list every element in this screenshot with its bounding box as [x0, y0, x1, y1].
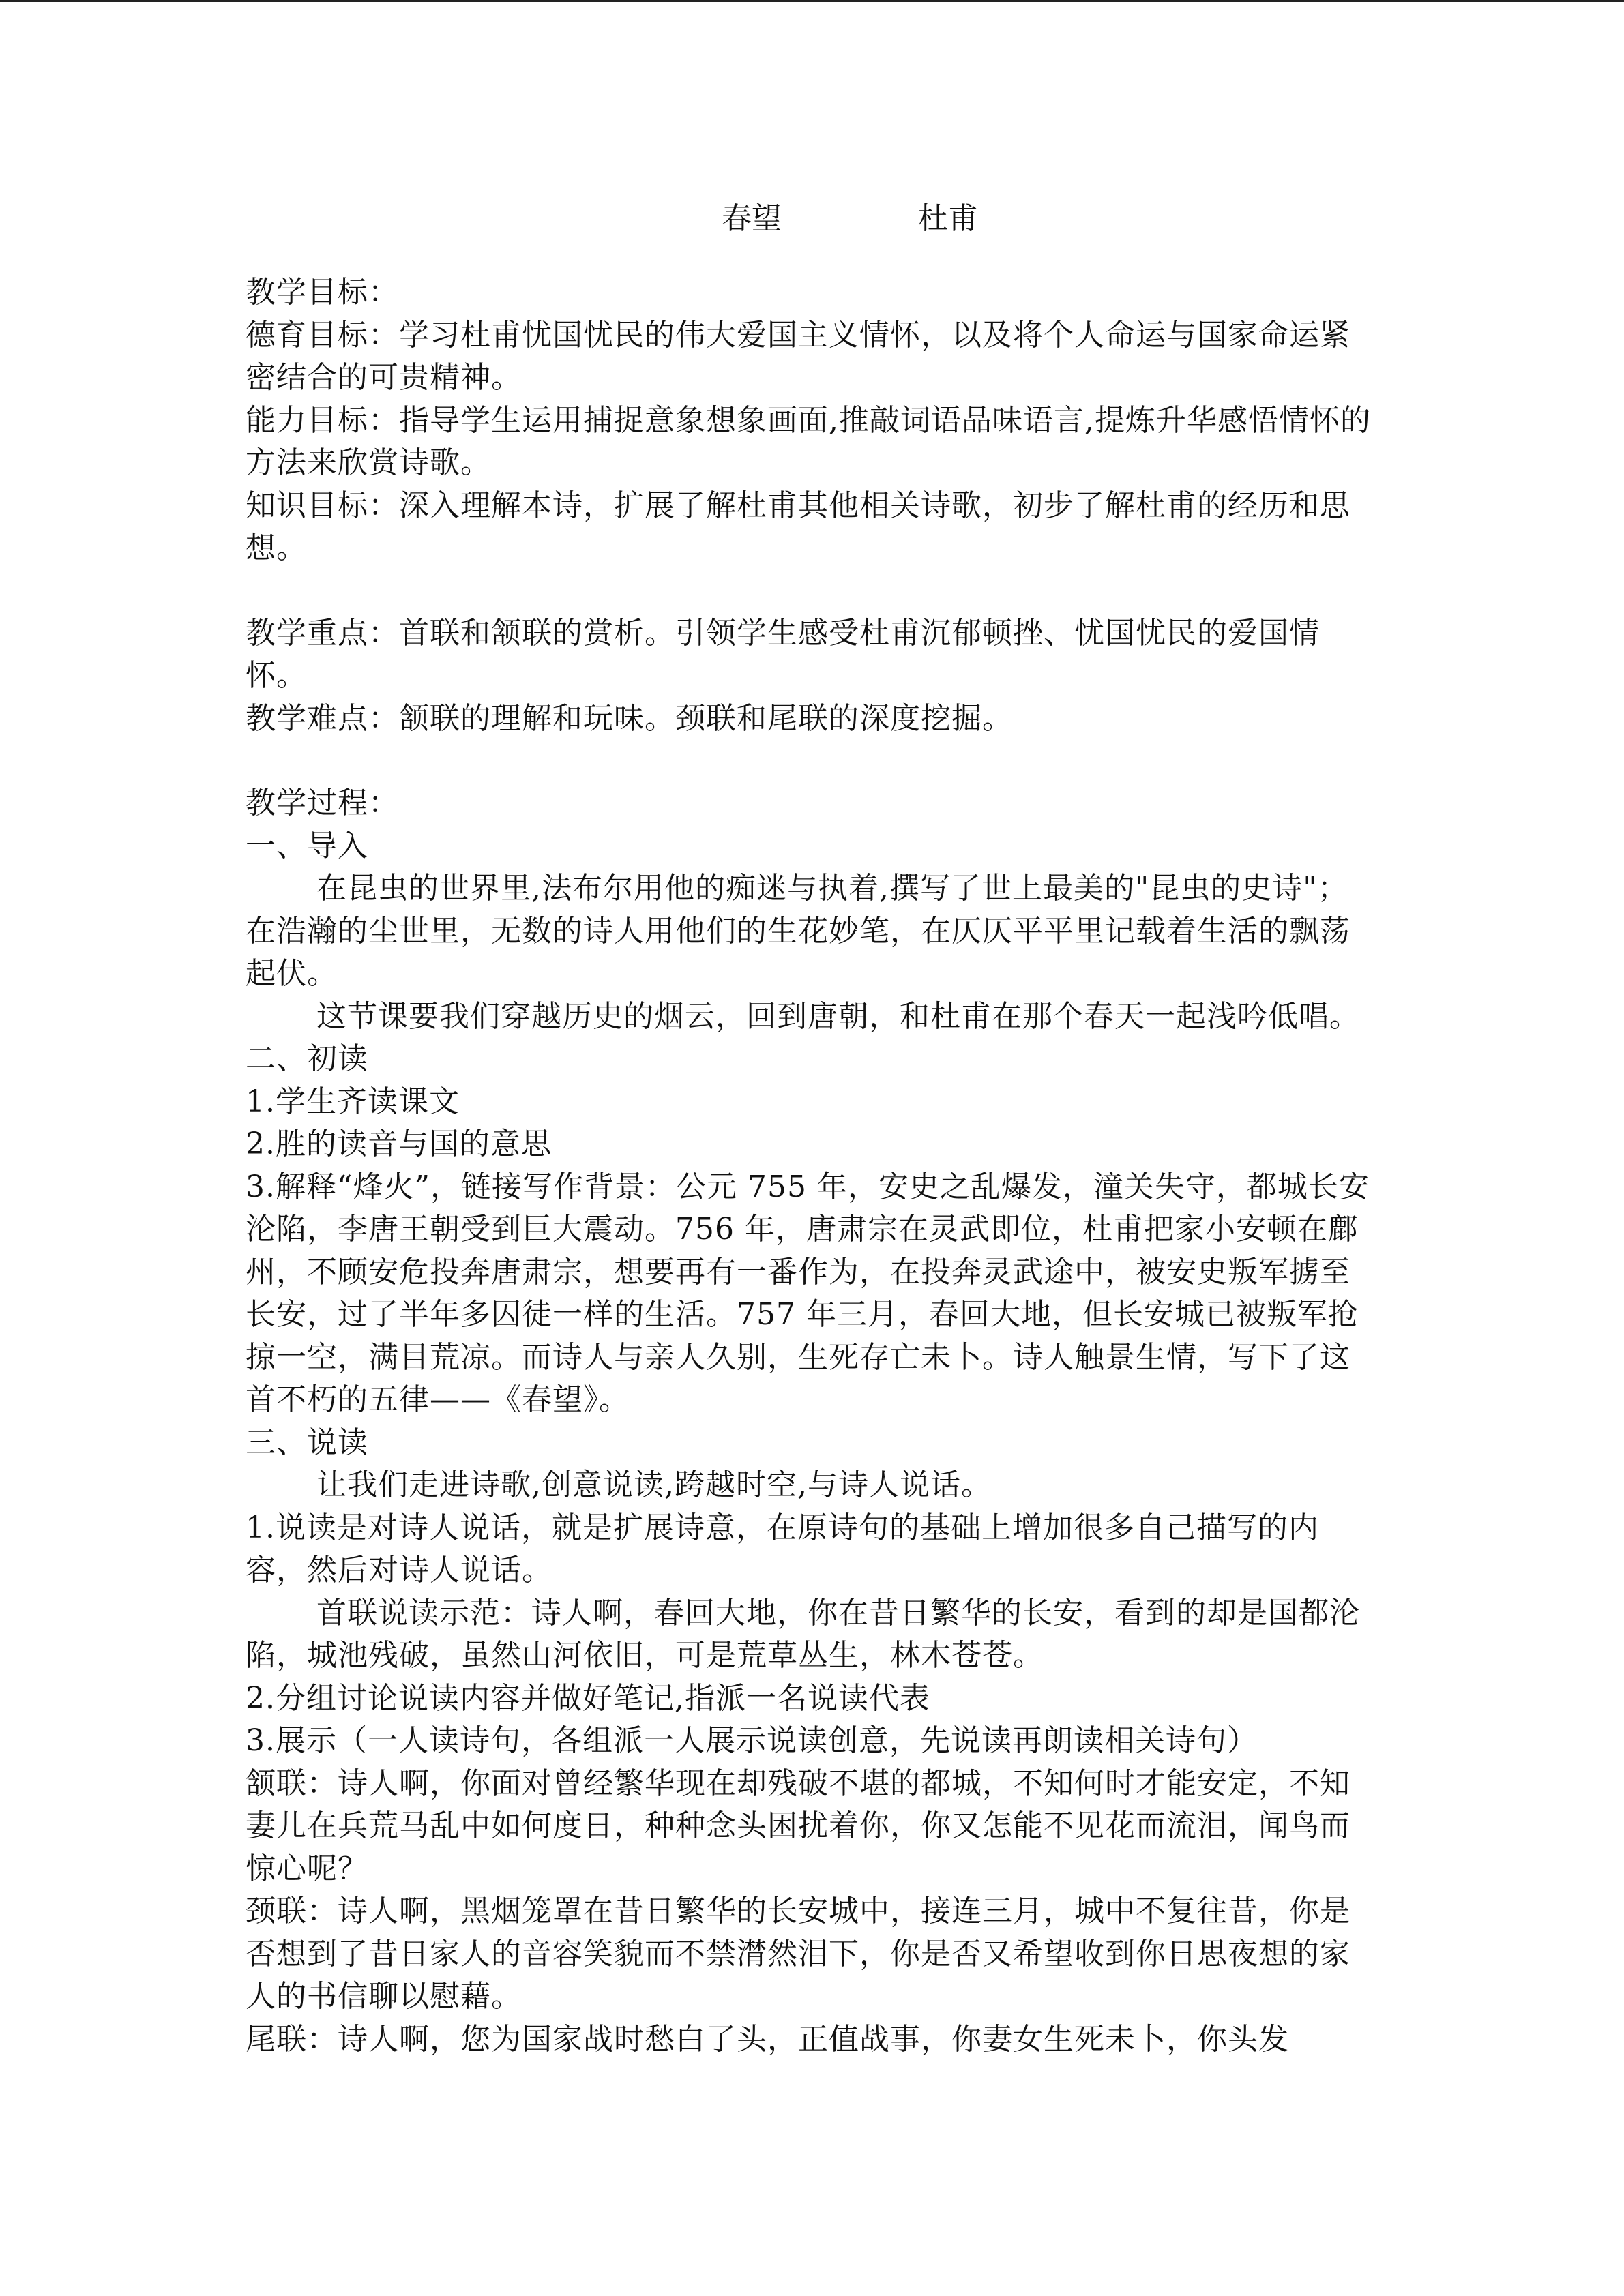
paragraph: 1.说读是对诗人说话，就是扩展诗意，在原诗句的基础上增加很多自己描写的内容，然后对诗人说话。: [246, 1510, 1319, 1587]
paragraph: 2.胜的读音与国的意思: [246, 1127, 552, 1161]
paragraph: 教学过程：: [246, 786, 399, 820]
paragraph: 让我们走进诗歌,创意说读,跨越时空,与诗人说话。: [316, 1467, 992, 1502]
document-author: 杜甫: [918, 201, 978, 236]
paragraph: 首联说读示范：诗人啊，春回大地，你在昔日繁华的长安，看到的却是国都沦陷，城池残破，虽然山河依旧，可是荒草丛生，林木苍苍。: [246, 1595, 1360, 1673]
paragraph: 2.分组讨论说读内容并做好笔记,指派一名说读代表: [246, 1680, 930, 1716]
paragraph: 3.解释“烽火”，链接写作背景：公元 755 年，安史之乱爆发，潼关失守，都城长安沦陷，李唐王朝受到巨大震动。756 年，唐肃宗在灵武即位，杜甫把家小安顿在鄜州，不顾安危投奔唐肃宗，想要再有一番作为，在投奔灵武途中，被安史叛军掳至长安，过了半年多囚徒一样的生活。757 年三月，春回大地，但长安城已被叛军抢掠一空，满目荒凉。而诗人与亲人久别，生死存亡未卜。诗人触景生情，写下了这首不朽的五律——《春望》。: [246, 1169, 1370, 1417]
paragraph: 德育目标：学习杜甫忧国忧民的伟大爱国主义情怀，以及将个人命运与国家命运紧密结合的可贵精神。: [246, 317, 1350, 395]
paragraph: 尾联：诗人啊，您为国家战时愁白了头，正值战事，你妻女生死未卜，你头发: [246, 2021, 1289, 2057]
page-top-border: [0, 0, 1624, 2]
paragraph: 知识目标：深入理解本诗，扩展了解杜甫其他相关诗歌，初步了解杜甫的经历和思想。: [246, 488, 1350, 565]
paragraph: 教学难点：颔联的理解和玩味。颈联和尾联的深度挖掘。: [246, 700, 1013, 736]
paragraph: 教学目标：: [246, 275, 399, 310]
paragraph: 这节课要我们穿越历史的烟云，回到唐朝，和杜甫在那个春天一起浅吟低唱。: [316, 998, 1360, 1034]
paragraph: 1.学生齐读课文: [246, 1084, 460, 1119]
paragraph: 在昆虫的世界里,法布尔用他的痴迷与执着,撰写了世上最美的"昆虫的史诗"；在浩瀚的尘世里，无数的诗人用他们的生花妙笔，在仄仄平平里记载着生活的飘荡起伏。: [246, 871, 1350, 991]
paragraph: 教学重点：首联和颔联的赏析。引领学生感受杜甫沉郁顿挫、忧国忧民的爱国情怀。: [246, 615, 1320, 693]
paragraph: 3.展示（一人读诗句，各组派一人展示说读创意，先说读再朗读相关诗句）: [246, 1723, 1258, 1758]
paragraph: 二、初读: [246, 1041, 368, 1076]
paragraph: 颔联：诗人啊，你面对曾经繁华现在却残破不堪的都城，不知何时才能安定，不知妻儿在兵荒马乱中如何度日，种种念头困扰着你，你又怎能不见花而流泪，闻鸟而惊心呢？: [246, 1765, 1350, 1886]
paragraph: 三、说读: [246, 1425, 368, 1460]
document-title-row: [0, 195, 1624, 243]
paragraph: 颈联：诗人啊，黑烟笼罩在昔日繁华的长安城中，接连三月，城中不复往昔，你是否想到了昔日家人的音容笑貌而不禁潸然泪下，你是否又希望收到你日思夜想的家人的书信聊以慰藉。: [246, 1894, 1350, 2014]
document-title: 春望: [722, 201, 782, 236]
paragraph: 一、导入: [246, 828, 368, 863]
document-body: [246, 271, 1378, 2061]
paragraph: 能力目标：指导学生运用捕捉意象想象画面,推敲词语品味语言,提炼升华感悟情怀的方法来欣赏诗歌。: [246, 402, 1371, 480]
